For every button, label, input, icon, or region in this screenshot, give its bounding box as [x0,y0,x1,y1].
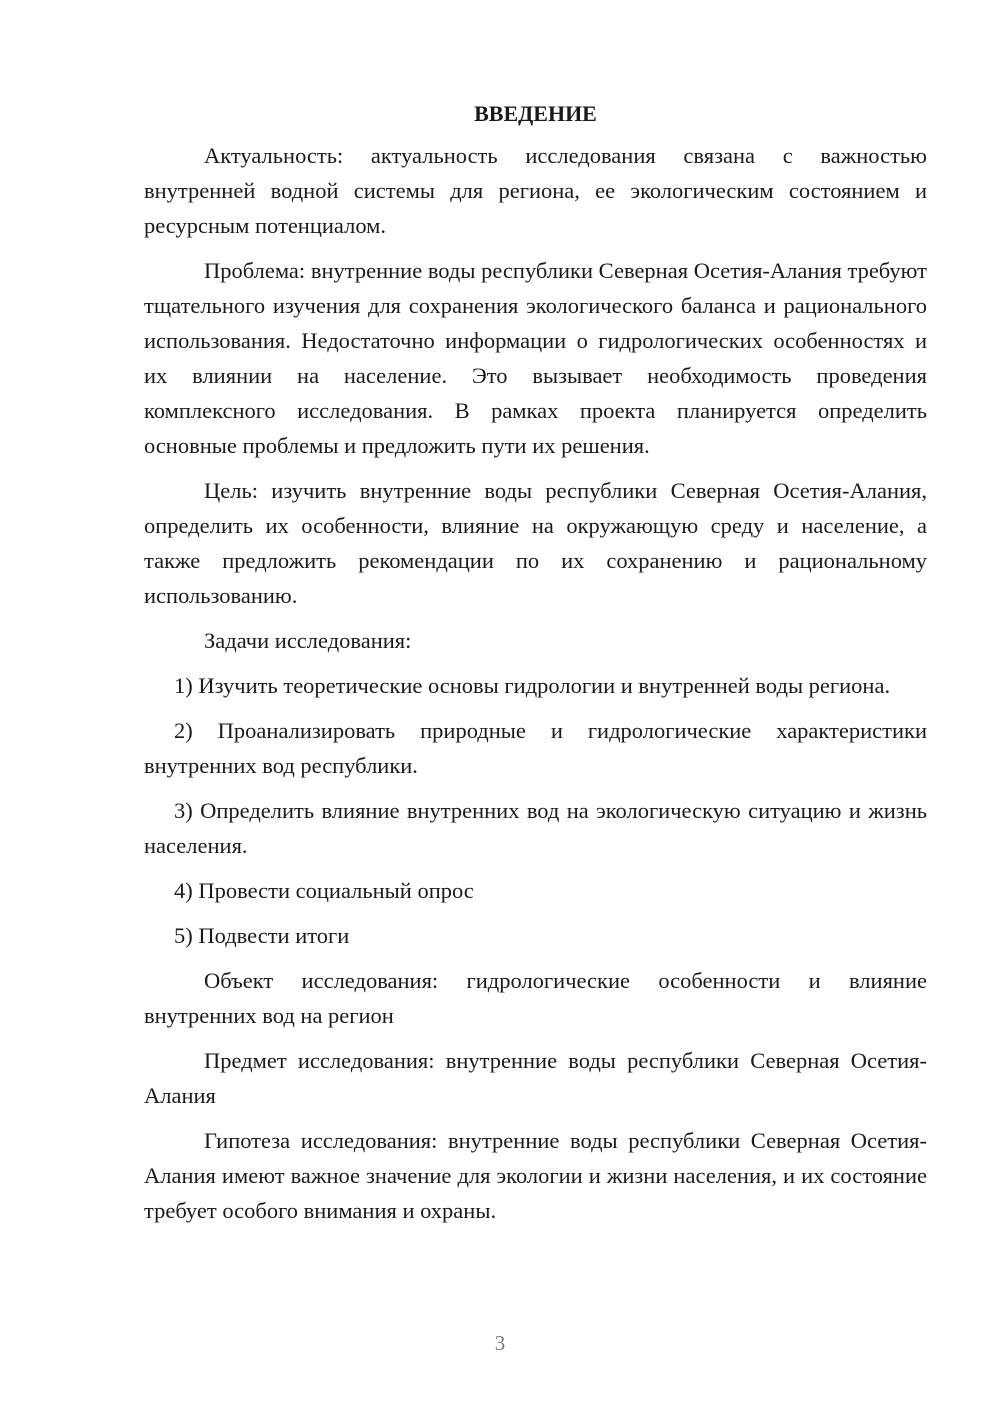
task-item-5: 5) Подвести итоги [174,923,350,948]
task-item-2: 2) Проанализировать природные и гидрологические характеристики внутренних вод республики. [144,718,927,778]
relevance-paragraph: Актуальность: актуальность исследования связана с важностью внутренней водной системы для региона, ее экологическим состоянием и ресурсным потенциалом. [144,143,927,238]
goal-paragraph: Цель: изучить внутренние воды республики Северная Осетия-Алания, определить их особенности, влияние на окружающую среду и население, а также предложить рекомендации по их сохранению и рациональному использованию. [144,478,927,608]
document-page [144,96,927,1238]
task-item-1: 1) Изучить теоретические основы гидрологии и внутренней воды региона. [174,673,891,698]
task-item-3: 3) Определить влияние внутренних вод на экологическую ситуацию и жизнь населения. [144,798,927,858]
hypothesis-paragraph: Гипотеза исследования: внутренние воды республики Северная Осетия-Алания имеют важное значение для экологии и жизни населения, и их состояние требует особого внимания и охраны. [144,1128,927,1223]
page-title: ВВЕДЕНИЕ [474,101,597,126]
subject-paragraph: Предмет исследования: внутренние воды республики Северная Осетия-Алания [144,1048,927,1108]
tasks-heading: Задачи исследования: [204,628,412,653]
problem-paragraph: Проблема: внутренние воды республики Северная Осетия-Алания требуют тщательного изучения для сохранения экологического баланса и рационального использования. Недостаточно информации о гидрологических особенностях и их влиянии на население. Это вызывает необходимость проведения комплексного исследования. В рамках проекта планируется определить основные проблемы и предложить пути их решения. [144,258,927,458]
task-item-4: 4) Провести социальный опрос [174,878,474,903]
object-paragraph: Объект исследования: гидрологические особенности и влияние внутренних вод на регион [144,968,927,1028]
page-number: 3 [494,1331,506,1355]
